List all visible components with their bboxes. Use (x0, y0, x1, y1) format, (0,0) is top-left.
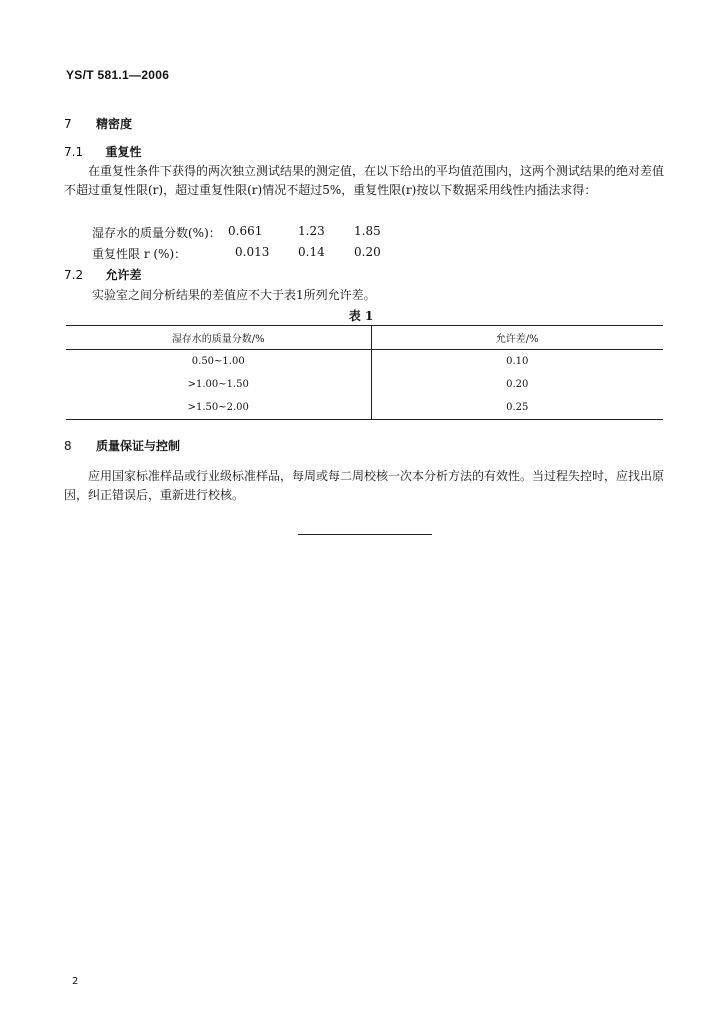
section-7-2-heading (64, 266, 141, 283)
section-7-1-title: 重复性 (105, 145, 142, 159)
page-number: 2 (72, 976, 79, 987)
table-header-row (66, 326, 663, 350)
mass-fraction-row (92, 224, 412, 243)
table-cell-range: >1.00~1.50 (66, 373, 371, 396)
standard-code: YS/T 581.1—2006 (66, 68, 170, 82)
table-cell-tolerance: 0.25 (506, 402, 529, 413)
section-7-number: 7 (64, 117, 72, 131)
table-cell-tolerance: 0.20 (506, 379, 529, 390)
section-7-1-heading (64, 143, 141, 160)
repeatability-limit-value-2: 0.14 (298, 245, 325, 259)
section-7-1-number: 7.1 (64, 145, 84, 159)
table-row (66, 396, 663, 420)
end-of-text-rule (298, 534, 432, 535)
section-7-2-number: 7.2 (64, 268, 84, 282)
table-header-mass-fraction: 湿存水的质量分数/% (66, 326, 371, 350)
section-8-title: 质量保证与控制 (96, 439, 181, 453)
section-7-heading (64, 115, 132, 132)
section-8-paragraph: 应用国家标准样品或行业级标准样品，每周或每二周校核一次本分析方法的有效性。当过程失控时，应找出原因，纠正错误后，重新进行校核。 (64, 469, 665, 502)
section-8-heading (64, 437, 180, 454)
repeatability-limit-value-3: 0.20 (354, 245, 381, 259)
table-cell-range: 0.50~1.00 (66, 350, 371, 374)
allowable-difference-table (66, 325, 663, 420)
table-cell-tolerance: 0.10 (506, 356, 529, 367)
section-7-title: 精密度 (96, 117, 133, 131)
mass-fraction-value-3: 1.85 (354, 224, 381, 238)
table-row (66, 373, 663, 396)
mass-fraction-value-2: 1.23 (298, 224, 325, 238)
repeatability-limit-row (92, 245, 412, 264)
repeatability-limit-value-1: 0.013 (235, 245, 270, 259)
section-7-2-title: 允许差 (105, 268, 142, 282)
section-7-2-paragraph: 实验室之间分析结果的差值应不大于表1所列允许差。 (92, 288, 376, 302)
mass-fraction-label: 湿存水的质量分数(%)： (92, 226, 221, 240)
section-8-number: 8 (64, 439, 72, 453)
table-row (66, 350, 663, 374)
table-1-caption: 表 1 (348, 309, 374, 323)
table-header-allowable-difference: 允许差/% (371, 326, 663, 350)
mass-fraction-value-1: 0.661 (228, 224, 263, 238)
repeatability-limit-label: 重复性限 r (%)： (92, 247, 187, 261)
section-7-1-paragraph: 在重复性条件下获得的两次独立测试结果的测定值，在以下给出的平均值范围内，这两个测试结果的绝对差值不超过重复性限(r)，超过重复性限(r)情况不超过5%，重复性限(r)按以下数据采用线性内插法求得： (64, 164, 665, 197)
table-cell-range: >1.50~2.00 (66, 396, 371, 420)
